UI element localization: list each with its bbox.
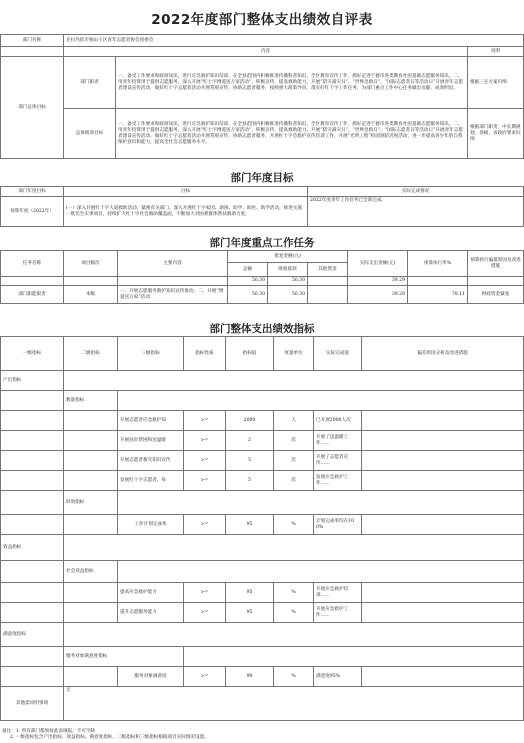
key-col-content: 主要内容 [118,251,228,277]
key-section-title: 部门年度重点工作任务 [209,237,315,249]
perf-col-nature: 指标性质 [184,337,226,371]
satisfaction-sub-label: 服务对象满意度指标 [64,647,184,667]
unit-label: 部门名称 [1,35,64,47]
social-row-nature: >= [184,583,226,603]
key-col-fiscal: 财政拨款 [268,263,308,277]
sat-row-nature: >= [184,667,226,687]
annual-col-goal: 目标 [64,187,308,197]
time-row-value: 95 [226,515,274,535]
qty-row-value: 2 [226,431,274,451]
time-row-name: 工作计划完成率 [118,515,184,535]
qty-row-value: 5 [226,451,274,471]
overall-text: 一、备受工作要求和联席知识，进行应急救护知识培训，在全县范围内积极推进传播科普知识，全区教育宣传工作，抓好走进宁德市各类教育社团基础志愿服务知识。二、用青年投资用于提供志愿服务，深入开展“红十字博爱送万家活动”，积极宣传，提高救助能力。开展“防灾减灾日”、“世界急救日”、“国际志愿者日等活动日”开展青年志愿者建设宣传活动，做好红十字志愿者活动开展常规宣传，协助志愿者服务，开展红十字会救护宣传培训工作，开展“光明工程”校园预防近视活动，进一步提高青少年的自我保护意识和能力，提高全社会志愿服务水平。 [116,109,468,159]
duty-label: 部门职责 [64,57,116,109]
social-row-name: 提高应急救护能力 [118,583,184,603]
qty-row-actual: 发展应急救护工作…… [314,471,362,491]
effect-label: 效益指标 [1,535,64,561]
qty-row-unit: 次 [274,471,314,491]
annual-col-done: 实际完成情况 [308,187,524,197]
annual-done-text: 2022年度青年工作任务已全部完成。 [308,197,524,227]
social-row-actual: 开展应急救护工作…… [314,603,362,623]
time-label: 时效指标 [64,491,118,515]
perf-col-l1: 一级指标 [1,337,64,371]
perf-col-l2: 二级指标 [64,337,118,371]
time-row-actual: 计划完成率均在100% [314,515,362,535]
time-row-unit: % [274,515,314,535]
key-sum-total: 50.30 [228,277,268,286]
qty-row-value: 5 [226,471,274,491]
qty-row-unit: 人 [274,411,314,431]
qty-row-unit: 次 [274,451,314,471]
qty-row-actual: 已开展2000人次 [314,411,362,431]
annual-table [0,186,524,227]
key-sum-actual: 39.29 [348,277,408,286]
sat-row-value: 90 [226,667,274,687]
qty-row-name: 发展红十字志愿者，每 [118,471,184,491]
qty-row-actual: 开展了送温暖工作…… [314,431,362,451]
key-col-other: 其他资金 [308,263,348,277]
key-row-fiscal: 50.30 [268,286,308,304]
note-header: 说明 [468,47,524,57]
qty-row-nature: >= [184,411,226,431]
qty-row-value: 2000 [226,411,274,431]
qty-row-nature: >= [184,451,226,471]
social-row-nature: >= [184,603,226,623]
sat-row-unit: % [274,667,314,687]
overall-label: 总体绩效目标 [64,109,116,159]
annual-col-year: 部门年度目标 [1,187,64,197]
perf-section-title: 部门整体支出绩效指标 [209,323,315,335]
page-title: 2022年度部门整体支出绩效自评表 [151,12,373,28]
perf-col-l3: 三级指标 [118,337,184,371]
qty-label: 数量指标 [64,391,118,411]
key-tasks-table [0,250,524,304]
footer-note-2: 2. 一级指标包含产出指标、效益指标、满意度指标，二级指标和三级指标根据项目实际情况设置。 [10,735,209,740]
annual-goal-text: (一）深入开展红十字人道救助活动；紧密有关部门，深入开展红十字家园、助困、助学、助医、助学活动，推进实施一批民生实事项目，持续扩大红十字社会救助覆盖面，不断加大对困难群体帮扶救助力度。 [64,197,308,227]
key-col-total: 总额 [228,263,268,277]
other-label: 其他需说明事项 [1,687,64,721]
sat-row-name: 服务对象满意度 [118,667,184,687]
overall-note: 根据部门职责，中长期规划，各级，省政府要求归纳 [468,109,524,159]
duty-note: 根据三定方案归纳 [468,57,524,109]
annual-section-title: 部门年度目标 [230,172,294,184]
duty-text: 一、备受工作要求和联席知识，进行应急救护知识培训，在全县范围内积极推进传播科普知识，全区教育宣传工作，抓好走进宁德市各类教育社团基础志愿服务知识。二、用青年投资用于提供志愿服务，深入开展“红十字博爱送万家活动”，积极宣传，提高救助能力。开展“防灾减灾日”、“世界急救日”、“国际志愿者日等活动日”开展青年志愿者建设宣传活动，做好红十字志愿者活动开展常规宣传，协助志愿者服务，按照重大政策导向，落实好红十字工作任务，为部门重点工作中心任务做出贡献，成效明显。 [116,57,468,109]
perf-col-value: 指标值 [226,337,274,371]
footer-note-1: 备注：1. 所有部门都须按此表填报，不可空缺 [2,729,96,734]
social-row-unit: % [274,603,314,623]
qty-row-unit: 次 [274,431,314,451]
other-value: 无 [64,687,524,721]
qty-row-nature: >= [184,431,226,451]
qty-row-name: 开展扶贫帮困和送温暖 [118,431,184,451]
sat-row-actual: 满意度95% [314,667,362,687]
key-col-rate: 预算执行率% [408,251,468,277]
key-row-content: 一、开展志愿服务救护知识宣传推动；二、开展“博爱送万家”活动 [118,286,228,304]
social-label: 社会效益指标 [64,561,118,583]
overall-goal-label: 部门总体目标 [1,57,64,159]
qty-row-name: 开展志愿者救灾知识宣传 [118,451,184,471]
perf-col-reason: 偏差原因分析及改进措施 [362,337,524,371]
perf-col-unit: 度量单位 [274,337,314,371]
key-sum-fiscal: 50.30 [268,277,308,286]
social-row-name: 提升志愿服务能力 [118,603,184,623]
perf-col-actual: 实际完成值 [314,337,362,371]
task-header: 内容 [64,47,468,57]
key-col-reason: 预算执行偏低原因及改进措施 [468,251,524,277]
annual-year: 预算年度（2022年） [1,197,64,227]
qty-row-name: 开展志愿者应急救护知 [118,411,184,431]
key-col-level: 项目级次 [64,251,118,277]
output-label: 产出指标 [1,371,64,391]
key-row-reason: 财政资金紧张 [468,286,524,304]
perf-table [0,336,524,721]
social-row-unit: % [274,583,314,603]
qty-row-nature: >= [184,471,226,491]
key-row-name: 部门职能职责 [1,286,64,304]
unit-name: 克拉玛依市独山子区青年志愿者协会团委会 [64,35,524,47]
time-row-nature: >= [184,515,226,535]
social-row-actual: 开展应急救护培训…… [314,583,362,603]
key-row-rate: 78.11 [408,286,468,304]
key-col-name: 任务名称 [1,251,64,277]
social-row-value: 95 [226,603,274,623]
key-col-budget: 批复金额(元) [228,251,348,263]
key-row-total: 50.30 [228,286,268,304]
key-col-actual: 实际支出金额(元) [348,251,408,277]
goals-table [0,34,524,159]
key-row-actual: 39.29 [348,286,408,304]
key-row-level: 本级 [64,286,118,304]
satisfaction-label: 满意度指标 [1,623,64,647]
social-row-value: 95 [226,583,274,603]
qty-row-actual: 开展了志愿者宣传…… [314,451,362,471]
